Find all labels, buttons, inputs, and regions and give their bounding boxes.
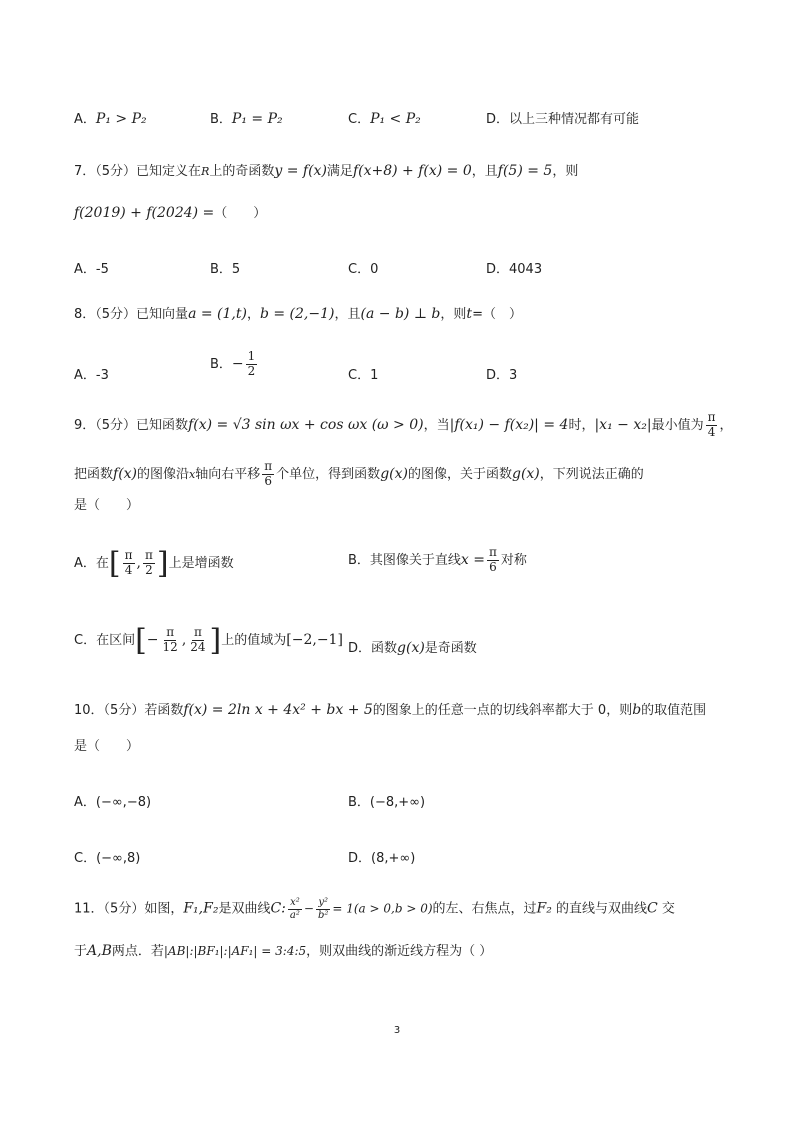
q6-option-d: D．以上三种情况都有可能 — [486, 112, 640, 127]
q7-option-a: A．-5 — [74, 262, 109, 277]
q9-stem-line2: 把函数f(x)的图像沿x轴向右平移 $\frac{\pi}{6}$ 个单位，得到函数g(x)的图像，关于函数g(x)，下列说法正确的 — [74, 459, 644, 488]
q10-stem: 10．（5分）若函数f(x) = 2ln x + 4x² + bx + 5的图象上的任意一点的切线斜率都大于 0，则b的取值范围 — [74, 702, 707, 718]
q8-option-d: D．3 — [486, 368, 518, 383]
page-number: 3 — [393, 1025, 401, 1036]
q8-stem: 8．（5分）已知向量a = (1,t)，b = (2,−1)，且(a − b) ⊥ b，则t=（ ） — [74, 306, 522, 322]
q10-stem-line2: 是（ ） — [74, 739, 140, 754]
q9-option-c: C．在区间[− $\frac{\pi}{12}$ , $\frac{\pi}{24}$ ]上的值域为[−2,−1] — [74, 623, 343, 658]
q6-option-c: C．P₁ < P₂ — [348, 111, 421, 127]
q11-stem-line2: 于A,B两点．若|AB|:|BF₁|:|AF₁| = 3:4:5，则双曲线的渐近线方程为（ ） — [74, 943, 493, 959]
q10-option-b: B．(−8,+∞) — [348, 795, 426, 810]
q8-option-b: B．− $\frac{1}{2}$ — [210, 349, 256, 378]
q7-option-c: C．0 — [348, 262, 379, 277]
q6-option-b: B．P₁ = P₂ — [210, 111, 283, 127]
q10-option-a: A．(−∞,−8) — [74, 795, 152, 810]
q9-stem-line3: 是（ ） — [74, 498, 140, 513]
q9-option-d: D．函数g(x)是奇函数 — [348, 640, 477, 656]
q8-option-b-fraction: $\frac{1}{2}$ — [247, 349, 256, 378]
q9-shift-fraction: $\frac{\pi}{6}$ — [264, 459, 273, 488]
q9-min-fraction: $\frac{\pi}{4}$ — [707, 410, 716, 439]
q6-option-a: A．P₁ > P₂ — [74, 111, 147, 127]
q9-stem: 9．（5分）已知函数f(x) = √3 sin ωx + cos ωx (ω > 0)，当|f(x₁) − f(x₂)| = 4时，|x₁ − x₂|最小值为 $\frac{\pi}{4}$ ， — [74, 410, 733, 439]
q7-stem-line2: f(2019) + f(2024) =（ ） — [74, 205, 267, 221]
q7-option-b: B．5 — [210, 262, 241, 277]
q10-option-c: C．(−∞,8) — [74, 851, 141, 866]
q8-option-a: A．-3 — [74, 368, 109, 383]
q11-stem: 11．（5分）如图，F₁,F₂是双曲线C: $\frac{\text{x²}}{\text{a²}}$ − $\frac{\text{y²}}{\text{b²}}$ = 1(a > 0,b > 0)的左、右焦点，过F₂ 的直线与双曲线C 交 — [74, 897, 675, 921]
q10-option-d: D．(8,+∞) — [348, 851, 416, 866]
q7-option-d: D．4043 — [486, 262, 543, 277]
q9-option-a: A．在[ $\frac{\pi}{4}$ , $\frac{\pi}{2}$ ]上是增函数 — [74, 546, 234, 581]
q7-stem: 7．（5分）已知定义在R上的奇函数y = f(x)满足f(x+8) + f(x) = 0，且f(5) = 5，则 — [74, 163, 579, 179]
q9-option-b: B．其图像关于直线x = $\frac{\pi}{6}$ 对称 — [348, 545, 527, 574]
q8-option-c: C．1 — [348, 368, 379, 383]
